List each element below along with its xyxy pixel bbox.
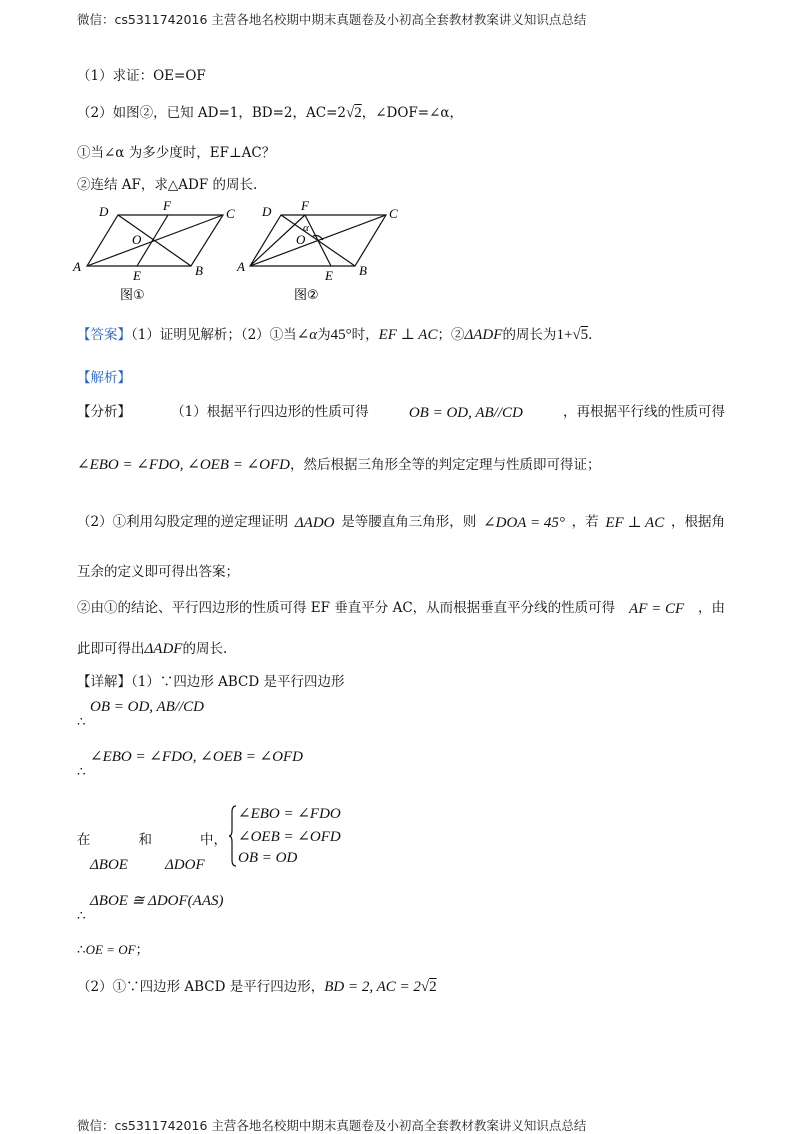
analysis-line-4: 互余的定义即可得出答案； [77, 564, 239, 580]
question-1: （1）求证：OE=OF [77, 68, 206, 84]
detail-tag: 【详解】 [77, 674, 131, 690]
answer-tag: 【答案】 [77, 327, 131, 343]
fig2-caption: 图② [294, 288, 319, 303]
sqrt-radicand: 2 [354, 105, 362, 121]
detail-eq-1: OB = OD, AB//CD [90, 699, 205, 715]
question-2a: ①当∠α 为多少度时，EF⊥AC？ [77, 145, 276, 161]
analysis-line-3: （2）①利用勾股定理的逆定理证明 ΔADO 是等腰直角三角形，则 ∠DOA = 45° ，若 EF ⊥ AC ，根据角 [77, 514, 725, 531]
fig2-label-d: D [262, 204, 272, 219]
therefore-2: ∴ [77, 764, 86, 780]
analysis-line-2: ∠EBO = ∠FDO, ∠OEB = ∠OFD，然后根据三角形全等的判定定理与性质即可得证； [77, 457, 601, 473]
therefore-3: ∴ [77, 908, 86, 924]
fig2-label-e: E [325, 268, 333, 283]
fig2-label-f: F [301, 198, 309, 213]
system-eq-3: OB = OD [238, 850, 298, 866]
fig1-label-b: B [195, 263, 203, 278]
fig1-label-c: C [226, 206, 235, 221]
triangle-boe: ΔBOE [90, 857, 128, 873]
detail-part-2: （2）①∵四边形 ABCD 是平行四边形，BD = 2, AC = 2√2 [77, 979, 437, 995]
fig1-caption: 图① [120, 288, 145, 303]
fig1-label-a: A [73, 259, 81, 274]
analysis-line-5: ②由①的结论、平行四边形的性质可得 EF 垂直平分 AC，从而根据垂直平分线的性质可得 AF = CF ，由 [77, 600, 725, 617]
fig2-label-alpha: α [303, 222, 309, 234]
fig2-label-b: B [359, 263, 367, 278]
fig1-label-f: F [163, 198, 171, 213]
figure-1 [70, 198, 245, 306]
fig2-label-a: A [237, 259, 245, 274]
fig1-label-d: D [99, 204, 109, 219]
detail-line-1: 【详解】（1）∵四边形 ABCD 是平行四边形 [77, 674, 345, 690]
analysis-line-1: 【分析】 （1）根据平行四边形的性质可得 OB = OD, AB//CD ，再根据平行线的性质可得 [77, 404, 725, 421]
detail-congruence: ΔBOE ≅ ΔDOF(AAS) [90, 893, 224, 909]
fig2-label-o: O [296, 232, 306, 247]
left-brace [228, 804, 238, 868]
fig2-label-c: C [389, 206, 398, 221]
detail-eq-2: ∠EBO = ∠FDO, ∠OEB = ∠OFD [90, 749, 303, 765]
system-eq-1: ∠EBO = ∠FDO [238, 806, 341, 822]
question-2b: ②连结 AF，求△ADF 的周长. [77, 177, 258, 193]
therefore-1: ∴ [77, 714, 86, 730]
question-2: （2）如图②，已知 AD=1，BD=2，AC=2√2，∠DOF=∠α， [77, 105, 464, 121]
page-header: 微信：cs5311742016 主营各地名校期中期末真题卷及小初高全套教材教案讲义知识点总结 [77, 12, 587, 27]
in-and-among: 在 和 中， [77, 832, 227, 848]
page-footer: 微信：cs5311742016 主营各地名校期中期末真题卷及小初高全套教材教案讲义知识点总结 [77, 1118, 587, 1133]
analysis-line-6: 此即可得出ΔADF的周长. [77, 641, 228, 657]
fig1-label-o: O [132, 232, 142, 247]
fig1-label-e: E [133, 268, 141, 283]
answer-line: 【答案】（1）证明见解析；（2）①当∠α为45°时，EF ⊥ AC；②ΔADF的周长为1+√5. [77, 327, 593, 343]
detail-conclusion: ∴OE = OF； [77, 942, 150, 958]
system-eq-2: ∠OEB = ∠OFD [238, 829, 341, 845]
triangle-dof: ΔDOF [165, 857, 205, 873]
analysis-tag: 【解析】 [77, 370, 131, 386]
figure-2 [235, 198, 410, 306]
